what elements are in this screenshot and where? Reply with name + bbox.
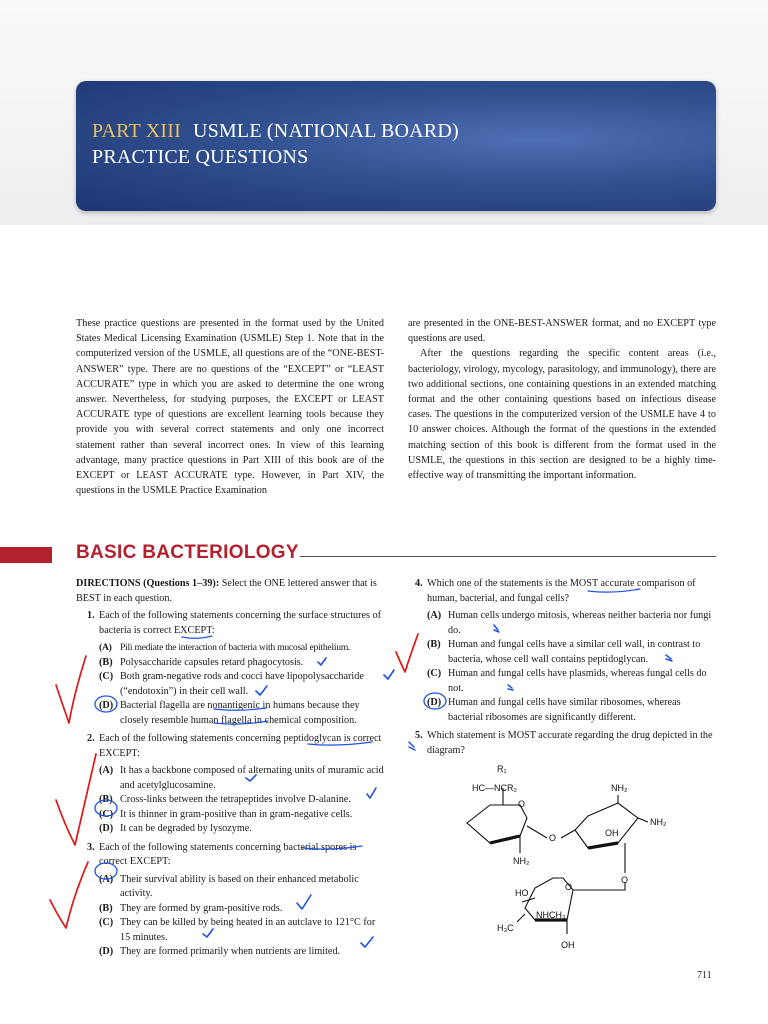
directions [76, 577, 386, 606]
answer-option[interactable] [76, 902, 386, 917]
question-number: 3. [87, 841, 95, 853]
option-text: Polysaccharide capsules retard phagocytosis. [120, 656, 304, 668]
question-number: 5. [415, 730, 423, 741]
label-nh2-top: NH₂ [611, 783, 628, 793]
option-letter: (C) [99, 917, 114, 928]
label-oh-bottom: OH [561, 940, 575, 950]
option-letter: (B) [99, 656, 113, 668]
answer-option[interactable] [76, 656, 386, 671]
label-r1: R₁ [497, 764, 507, 774]
question-stem [76, 841, 386, 870]
option-letter: (D) [99, 823, 114, 834]
intro-column-right [408, 316, 716, 498]
questions-right-column [404, 577, 716, 758]
answer-options [76, 764, 386, 837]
label-ring-o-1: O [518, 799, 526, 809]
answer-option[interactable] [404, 609, 716, 638]
option-letter: (C) [99, 671, 114, 682]
answer-options [404, 609, 716, 725]
section-rule [300, 556, 716, 557]
option-letter: (B) [99, 902, 113, 914]
question-stem [404, 577, 716, 606]
question-text: Each of the following statements concerning peptidoglycan is correct EXCEPT: [99, 733, 382, 759]
label-nhch3: NHCH₃ [536, 910, 566, 920]
question-text: Which one of the statements is the MOST accurate comparison of human, bacterial, and fungal cells? [427, 578, 696, 604]
label-glycosidic-o: O [549, 833, 557, 843]
intro-column-left [76, 316, 384, 498]
part-title-line1: USMLE (NATIONAL BOARD) [192, 120, 459, 142]
answer-option[interactable] [76, 793, 386, 808]
option-letter: (A) [99, 873, 114, 885]
option-text: It is thinner in gram-positive than in gram-negative cells. [120, 808, 353, 820]
label-nh2-bottom: NH₂ [513, 856, 530, 866]
option-text: They are formed by gram-positive rods. [120, 902, 283, 914]
question-text: Which statement is MOST accurate regarding the drug depicted in the diagram? [427, 730, 713, 756]
option-letter: (D) [99, 700, 114, 711]
option-letter: (D) [427, 697, 442, 708]
part-number: PART XIII [92, 120, 181, 142]
option-text: Human cells undergo mitosis, whereas neither bacteria nor fungi do. [448, 610, 712, 636]
directions-label: DIRECTIONS (Questions 1–39): [76, 578, 220, 589]
answer-options [76, 873, 386, 960]
option-text: Their survival ability is based on their enhanced metabolic activity. [120, 873, 359, 899]
intro-paragraph: are presented in the ONE-BEST-ANSWER format, and no EXCEPT type questions are used. [408, 318, 716, 345]
option-letter: (D) [99, 946, 114, 957]
question-number: 2. [87, 733, 95, 744]
option-text: It can be degraded by lysozyme. [120, 823, 252, 834]
option-letter: (A) [427, 610, 442, 621]
answer-option[interactable] [76, 808, 386, 823]
intro-text [76, 316, 716, 498]
question-text: Each of the following statements concerning the surface structures of bacteria is correct EXCEPT: [99, 610, 382, 636]
question-3 [76, 841, 386, 960]
question-5 [404, 729, 716, 758]
label-glycosidic-o-2: O [621, 875, 629, 885]
answer-option[interactable] [76, 764, 386, 793]
option-text: Bacterial flagella are nonantigenic in humans because they closely resemble human flagella in chemical composition. [120, 700, 360, 726]
question-text: Each of the following statements concerning bacterial spores is correct EXCEPT: [99, 841, 357, 867]
question-number: 1. [87, 610, 95, 621]
option-letter: (C) [99, 808, 114, 820]
question-stem [404, 729, 716, 758]
label-h3c: H₃C [497, 923, 514, 933]
question-1 [76, 609, 386, 728]
option-text: Pili mediate the interaction of bacteria with mucosal epithelium. [120, 642, 351, 653]
section-accent-bar [0, 547, 52, 563]
option-letter: (A) [99, 642, 112, 653]
option-text: Both gram-negative rods and cocci have lipopolysaccharide (“endotoxin”) in their cell wall. [120, 671, 364, 697]
option-text: They are formed primarily when nutrients are limited. [120, 946, 341, 957]
question-2 [76, 732, 386, 837]
answer-option[interactable] [404, 667, 716, 696]
question-4 [404, 577, 716, 725]
drug-structure-diagram [455, 758, 695, 958]
part-title-line2: PRACTICE QUESTIONS [92, 146, 309, 168]
label-ring-o-3: O [565, 882, 573, 892]
part-banner [76, 81, 716, 211]
answer-option[interactable] [76, 916, 386, 945]
question-stem [76, 732, 386, 761]
answer-option[interactable] [76, 945, 386, 960]
answer-option[interactable] [404, 696, 716, 725]
intro-paragraph: After the questions regarding the specific content areas (i.e., bacteriology, virology, mycology, parasitology, and immunology), there are two additional sections, one containing questions in an extended matching format and the other containing questions based on infectious disease cases. The questions in the computerized version of the USMLE have 4 to 10 answer choices. Although the format of the questions in the extended matching section of this book is different from the format used in the USMLE, the questions in this section are designed to be a highly time-effective way of transmitting the important information. [408, 348, 716, 482]
answer-option[interactable] [76, 670, 386, 699]
answer-option[interactable] [76, 699, 386, 728]
option-text: Human and fungal cells have plasmids, whereas fungal cells do not. [448, 668, 707, 694]
option-text: Cross-links between the tetrapeptides involve D-alanine. [120, 794, 351, 805]
label-nh2-right: NH₂ [650, 817, 667, 827]
question-number: 4. [415, 578, 423, 589]
answer-options [76, 641, 386, 728]
intro-paragraph: These practice questions are presented in the format used by the United States Medical Licensing Examination (USMLE) Step 1. Note that in the computerized version of the USMLE, all questions are of the “ONE-BEST-ANSWER” type. There are no questions of the “EXCEPT” or “LEAST ACCURATE” type in which you are asked to determine the one wrong answer. Nevertheless, for studying purposes, the EXCEPT or LEAST ACCURATE type of questions are excellent learning tools because they provide you with several correct statements and only one incorrect statement rather than several incorrect ones. In view of this learning advantage, many practice questions in Part XIII of this book are of the EXCEPT or LEAST ACCURATE type. However, in Part XIV, the questions in the USMLE Practice Examination [76, 318, 384, 497]
label-hcncr2: HC—NCR₂ [472, 783, 517, 793]
part-title [92, 118, 459, 170]
directions-text: Select the ONE lettered answer that is BEST in each question. [76, 578, 377, 604]
answer-option[interactable] [76, 873, 386, 902]
answer-option[interactable] [76, 822, 386, 837]
answer-option[interactable] [76, 641, 386, 656]
option-letter: (C) [427, 668, 442, 679]
option-text: Human and fungal cells have a similar cell wall, in contrast to bacteria, whose cell wall contains peptidoglycan. [448, 639, 701, 665]
option-letter: (B) [427, 639, 441, 650]
option-text: It has a backbone composed of alternating units of muramic acid and acetylglucosamine. [120, 765, 384, 791]
option-text: Human and fungal cells have similar ribosomes, whereas bacterial ribosomes are significantly different. [448, 697, 681, 723]
section-title: BASIC BACTERIOLOGY [76, 542, 299, 563]
option-letter: (A) [99, 765, 114, 776]
option-text: They can be killed by being heated in an autclave to 121°C for 15 minutes. [120, 917, 376, 943]
option-letter: (B) [99, 794, 113, 805]
answer-option[interactable] [404, 638, 716, 667]
questions-left-column [76, 577, 386, 964]
page-number: 711 [697, 970, 712, 981]
question-stem [76, 609, 386, 638]
label-ho: HO [515, 888, 529, 898]
label-oh-mid: OH [605, 828, 619, 838]
